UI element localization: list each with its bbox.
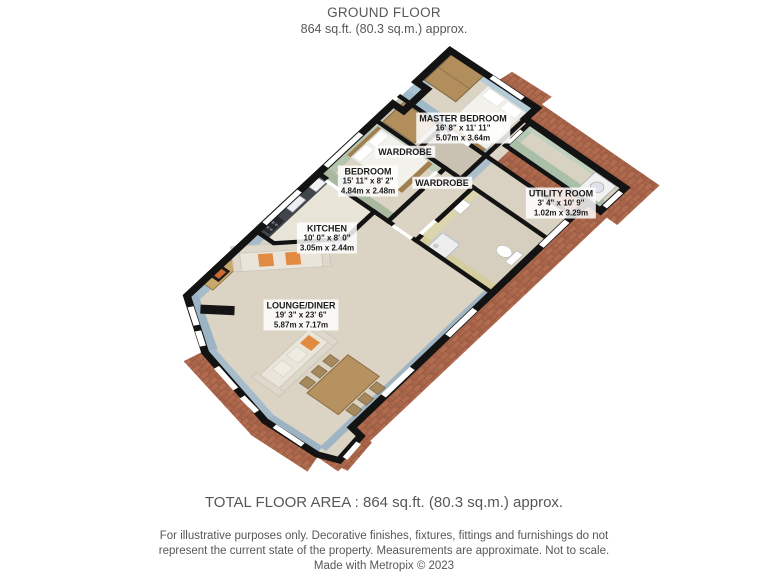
room-label-kitchen	[297, 223, 357, 254]
room-label-lounge-diner	[263, 300, 338, 331]
room-name: BEDROOM	[344, 166, 392, 177]
metropix-credit: Made with Metropix © 2023	[313, 560, 455, 572]
disclaimer-line-1: For illustrative purposes only. Decorative finishes, fixtures, fittings and furnishings do not	[159, 530, 609, 542]
room-name: KITCHEN	[306, 223, 347, 234]
disclaimer-line-2: represent the current state of the property. Measurements are approximate. Not to scale.	[158, 545, 610, 557]
room-name: MASTER BEDROOM	[419, 113, 507, 124]
room-dims-imperial: 15' 11" x 8' 2"	[342, 176, 394, 186]
room-name: UTILITY ROOM	[528, 188, 594, 199]
room-label-wardrobe-2	[412, 177, 472, 189]
room-dims-metric: 3.05m x 2.44m	[299, 243, 355, 253]
room-dims-metric: 5.07m x 3.64m	[435, 133, 491, 143]
room-dims-metric: 1.02m x 3.29m	[533, 208, 589, 218]
room-name: WARDROBE	[378, 146, 432, 157]
room-dims-imperial: 16' 8" x 11' 11"	[435, 123, 491, 133]
total-floor-area: TOTAL FLOOR AREA : 864 sq.ft. (80.3 sq.m.) approx.	[204, 494, 564, 511]
room-label-utility-room	[526, 188, 596, 219]
room-dims-metric: 5.87m x 7.17m	[273, 320, 329, 330]
room-name: WARDROBE	[415, 177, 469, 188]
plan-3d-group	[123, 33, 668, 491]
room-label-bedroom	[338, 166, 398, 197]
page-title: GROUND FLOOR	[327, 5, 441, 20]
room-dims-imperial: 3' 4" x 10' 9"	[537, 198, 585, 208]
tv	[200, 305, 234, 316]
page-subtitle: 864 sq.ft. (80.3 sq.m.) approx.	[300, 22, 468, 36]
room-label-master-bedroom	[416, 113, 510, 144]
room-dims-imperial: 19' 3" x 23' 6"	[275, 310, 327, 320]
room-name: LOUNGE/DINER	[266, 300, 336, 311]
room-label-wardrobe-1	[375, 146, 435, 158]
room-dims-metric: 4.84m x 2.48m	[340, 186, 396, 196]
room-dims-imperial: 10' 0" x 8' 0"	[303, 233, 351, 243]
